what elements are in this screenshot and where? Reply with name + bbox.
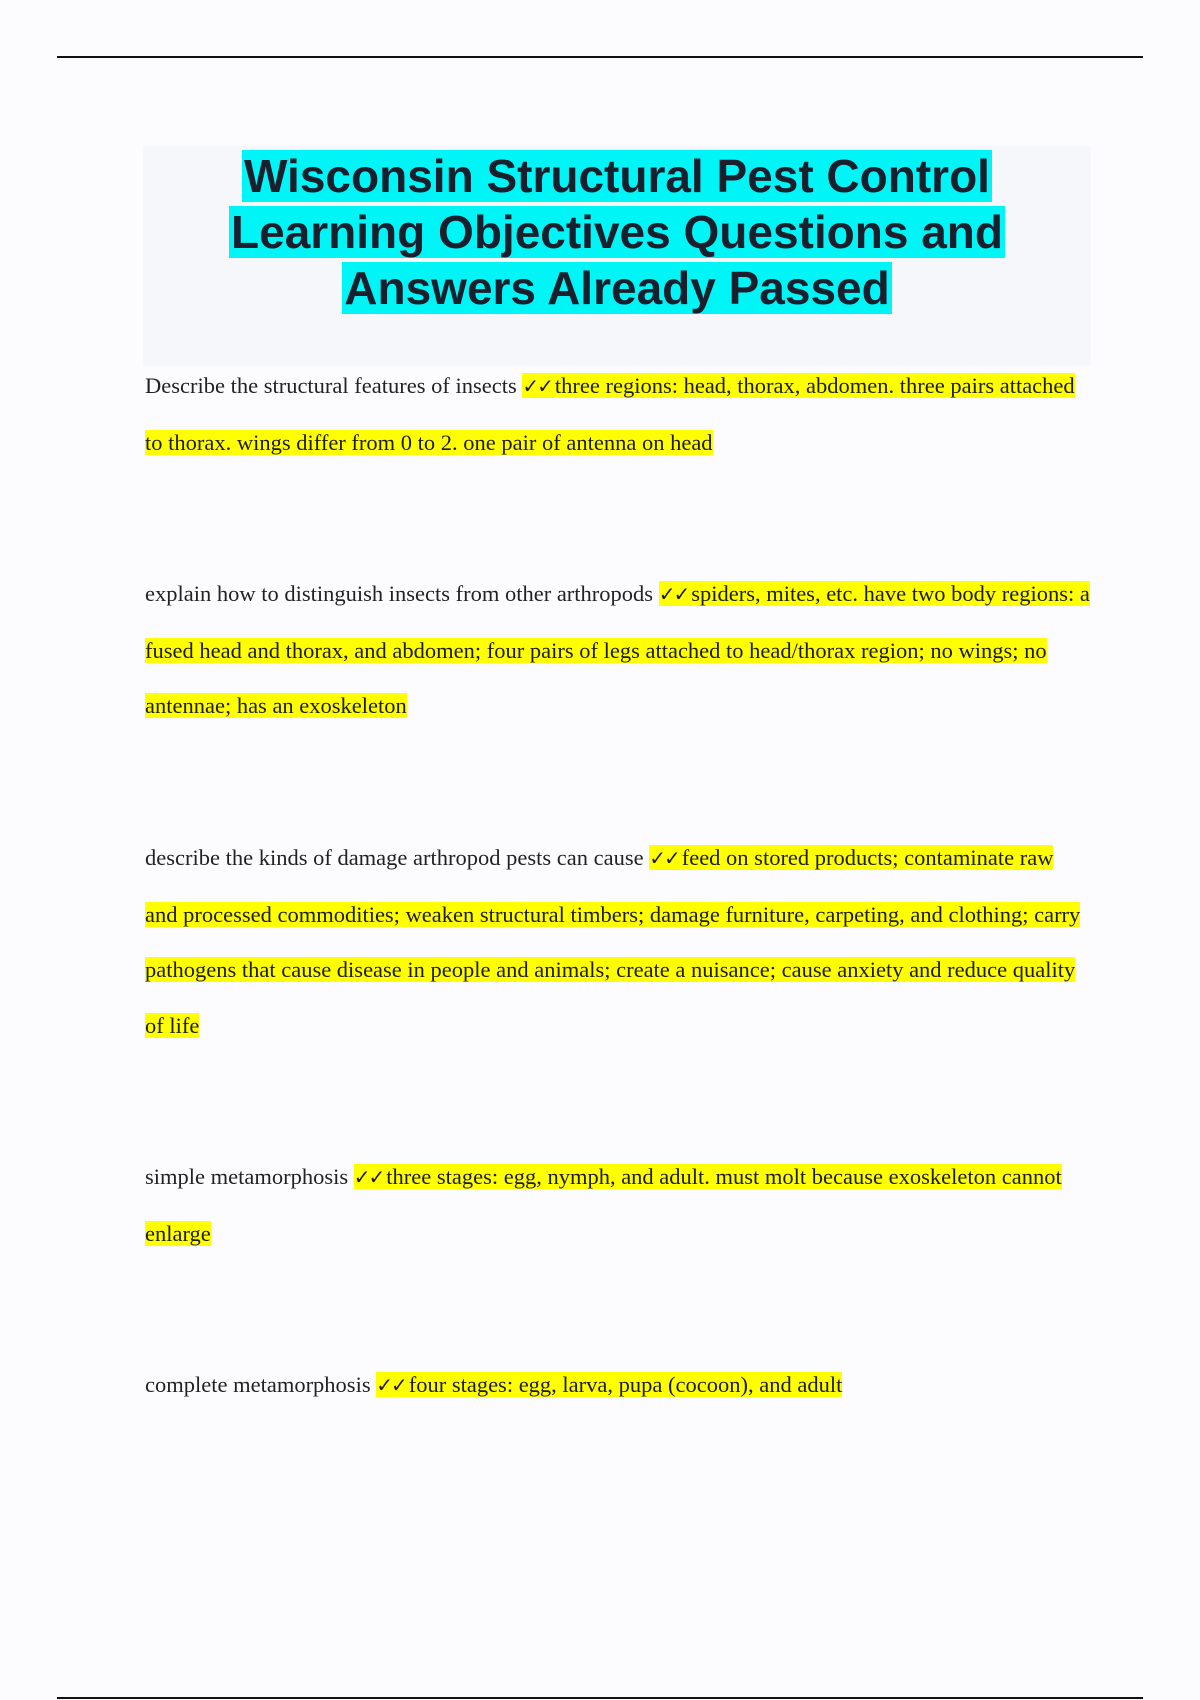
answer-text: ✓✓ feed on stored products; contaminate raw and processed commodities; weaken structural timbers; damage furniture, carpeting, and clothing; carry pathogens that cause disease in people and animals; create a nuisance; cause anxiety and reduce quality of life <box>145 845 1081 1038</box>
double-check-icon: ✓✓ <box>353 1165 384 1189</box>
document-title <box>143 146 1091 316</box>
qa-item <box>145 830 1090 1053</box>
qa-item <box>145 1357 1090 1414</box>
document-title-block <box>143 146 1091 366</box>
question-text: simple metamorphosis <box>145 1164 349 1189</box>
title-line-3: Answers Already Passed <box>344 262 890 314</box>
title-line-1: Wisconsin Structural Pest Control <box>244 150 990 202</box>
question-text: explain how to distinguish insects from other arthropods <box>145 581 654 606</box>
answer-text: ✓✓ three stages: egg, nymph, and adult. must molt because exoskeleton cannot enlarge <box>145 1164 1062 1246</box>
double-check-icon: ✓✓ <box>649 846 679 870</box>
qa-item <box>145 1149 1090 1261</box>
qa-item <box>145 358 1090 470</box>
double-check-icon: ✓✓ <box>522 374 552 398</box>
question-text: describe the kinds of damage arthropod pests can cause <box>145 845 644 870</box>
double-check-icon: ✓✓ <box>658 582 689 606</box>
answer-text: ✓✓ four stages: egg, larva, pupa (cocoon), and adult <box>376 1372 843 1397</box>
answer-text: ✓✓ three regions: head, thorax, abdomen. three pairs attached to thorax. wings differ from 0 to 2. one pair of antenna on head <box>145 373 1075 455</box>
answer-text: ✓✓ spiders, mites, etc. have two body regions: a fused head and thorax, and abdomen; four pairs of legs attached to head/thorax region; no wings; no antennae; has an exoskeleton <box>145 581 1090 718</box>
top-rule <box>57 56 1143 58</box>
question-text: Describe the structural features of insects <box>145 373 517 398</box>
bottom-rule <box>57 1697 1143 1699</box>
title-line-2: Learning Objectives Questions and <box>231 206 1003 258</box>
qa-item <box>145 566 1090 734</box>
question-text: complete metamorphosis <box>145 1372 371 1397</box>
double-check-icon: ✓✓ <box>376 1373 406 1397</box>
